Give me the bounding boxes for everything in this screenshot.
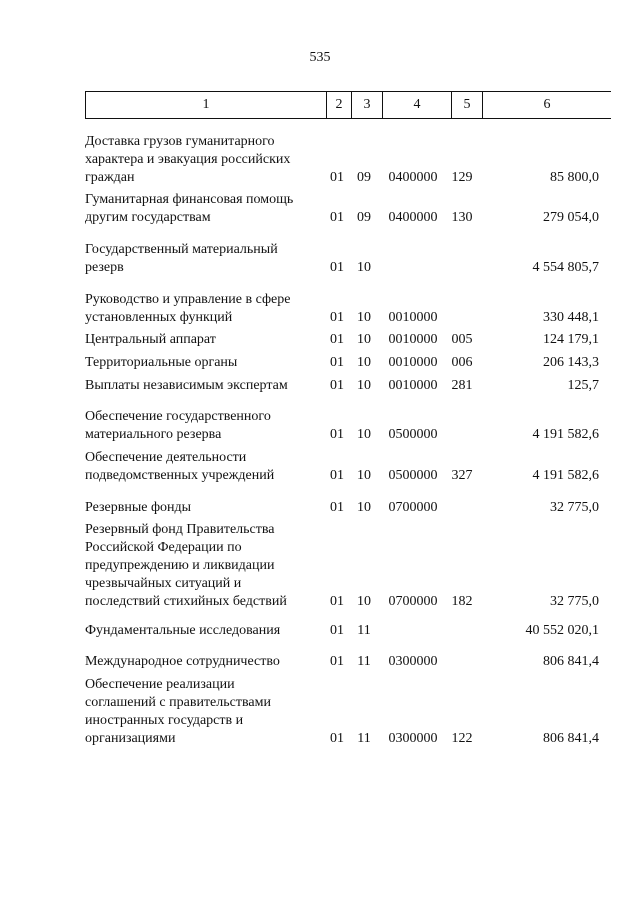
table-row — [85, 331, 605, 349]
table-row — [85, 653, 605, 671]
row-amount: 4 554 805,7 — [532, 260, 599, 275]
table-row — [85, 622, 605, 640]
row-name: Выплаты независимым экспертам — [85, 378, 288, 393]
row-name: Международное сотрудничество — [85, 654, 280, 669]
row-amount: 330 448,1 — [543, 310, 599, 325]
row-section-code: 01 — [330, 355, 344, 370]
row-amount: 125,7 — [567, 378, 599, 393]
row-target-code: 0500000 — [388, 468, 438, 483]
page-number: 535 — [309, 50, 331, 65]
row-subsection-code: 11 — [357, 623, 371, 638]
column-header-3: 3 — [352, 92, 383, 119]
table-row — [85, 499, 605, 517]
row-name: Резервные фонды — [85, 500, 192, 515]
row-subsection-code: 10 — [357, 427, 371, 442]
row-subsection-code: 10 — [357, 332, 371, 347]
row-section-code: 01 — [330, 468, 344, 483]
row-target-code: 0500000 — [388, 427, 438, 442]
row-section-code: 01 — [330, 623, 344, 638]
row-target-code: 0400000 — [388, 210, 438, 225]
row-target-code: 0010000 — [388, 310, 438, 325]
table-row — [85, 191, 605, 227]
row-amount: 806 841,4 — [543, 654, 599, 669]
row-name: Фундаментальные исследования — [85, 623, 281, 638]
row-expense-code: 281 — [451, 378, 473, 393]
row-expense-code: 006 — [451, 355, 473, 370]
row-amount: 806 841,4 — [543, 731, 599, 746]
row-subsection-code: 10 — [357, 468, 371, 483]
row-section-code: 01 — [330, 654, 344, 669]
row-amount: 4 191 582,6 — [532, 468, 599, 483]
row-name: Обеспечение деятельности подведомственных учреждений — [85, 450, 275, 483]
table-row — [85, 521, 605, 611]
row-subsection-code: 10 — [357, 355, 371, 370]
row-subsection-code: 10 — [357, 378, 371, 393]
row-expense-code: 129 — [451, 170, 473, 185]
row-amount: 32 775,0 — [550, 500, 599, 515]
column-header-table — [85, 91, 611, 119]
row-name: Руководство и управление в сфере установленных функций — [85, 292, 291, 325]
row-subsection-code: 10 — [357, 594, 371, 609]
row-name: Обеспечение реализации соглашений с правительствами иностранных государств и организациями — [85, 677, 271, 746]
row-target-code: 0010000 — [388, 355, 438, 370]
column-header-2: 2 — [327, 92, 352, 119]
row-target-code: 0400000 — [388, 170, 438, 185]
table-row — [85, 354, 605, 372]
row-section-code: 01 — [330, 731, 344, 746]
row-section-code: 01 — [330, 378, 344, 393]
row-target-code: 0010000 — [388, 332, 438, 347]
table-row — [85, 449, 605, 485]
row-expense-code: 005 — [451, 332, 473, 347]
row-name: Обеспечение государственного материального резерва — [85, 409, 271, 442]
row-target-code: 0010000 — [388, 378, 438, 393]
row-amount: 4 191 582,6 — [532, 427, 599, 442]
row-section-code: 01 — [330, 170, 344, 185]
row-section-code: 01 — [330, 260, 344, 275]
row-subsection-code: 09 — [357, 170, 371, 185]
row-name: Территориальные органы — [85, 355, 238, 370]
row-section-code: 01 — [330, 500, 344, 515]
column-header-4: 4 — [383, 92, 452, 119]
row-name: Центральный аппарат — [85, 332, 216, 347]
row-amount: 85 800,0 — [550, 170, 599, 185]
column-header-6: 6 — [483, 92, 612, 119]
row-subsection-code: 11 — [357, 654, 371, 669]
row-name: Государственный материальный резерв — [85, 242, 278, 275]
table-row — [85, 676, 605, 748]
row-section-code: 01 — [330, 427, 344, 442]
table-row — [85, 377, 605, 395]
row-amount: 40 552 020,1 — [525, 623, 599, 638]
table-row — [85, 408, 605, 444]
row-section-code: 01 — [330, 332, 344, 347]
row-subsection-code: 10 — [357, 500, 371, 515]
row-section-code: 01 — [330, 310, 344, 325]
column-header-row — [86, 92, 612, 119]
column-header-5: 5 — [452, 92, 483, 119]
row-subsection-code: 11 — [357, 731, 371, 746]
row-name: Гуманитарная финансовая помощь другим государствам — [85, 192, 294, 225]
row-subsection-code: 10 — [357, 260, 371, 275]
row-target-code: 0700000 — [388, 594, 438, 609]
row-subsection-code: 10 — [357, 310, 371, 325]
row-target-code: 0300000 — [388, 654, 438, 669]
row-expense-code: 327 — [451, 468, 473, 483]
row-amount: 32 775,0 — [550, 594, 599, 609]
table-row — [85, 291, 605, 327]
row-section-code: 01 — [330, 594, 344, 609]
row-name: Доставка грузов гуманитарного характера и эвакуация российских граждан — [85, 134, 291, 185]
table-row — [85, 133, 605, 187]
row-amount: 124 179,1 — [543, 332, 599, 347]
table-row — [85, 241, 605, 277]
row-subsection-code: 09 — [357, 210, 371, 225]
row-expense-code: 122 — [451, 731, 473, 746]
row-target-code: 0300000 — [388, 731, 438, 746]
row-expense-code: 182 — [451, 594, 473, 609]
row-target-code: 0700000 — [388, 500, 438, 515]
row-amount: 206 143,3 — [543, 355, 599, 370]
row-section-code: 01 — [330, 210, 344, 225]
row-amount: 279 054,0 — [543, 210, 599, 225]
row-expense-code: 130 — [451, 210, 473, 225]
column-header-1: 1 — [86, 92, 327, 119]
row-name: Резервный фонд Правительства Российской Федерации по предупреждению и ликвидации чрезвычайных ситуаций и последствий стихийных бедствий — [85, 522, 287, 609]
